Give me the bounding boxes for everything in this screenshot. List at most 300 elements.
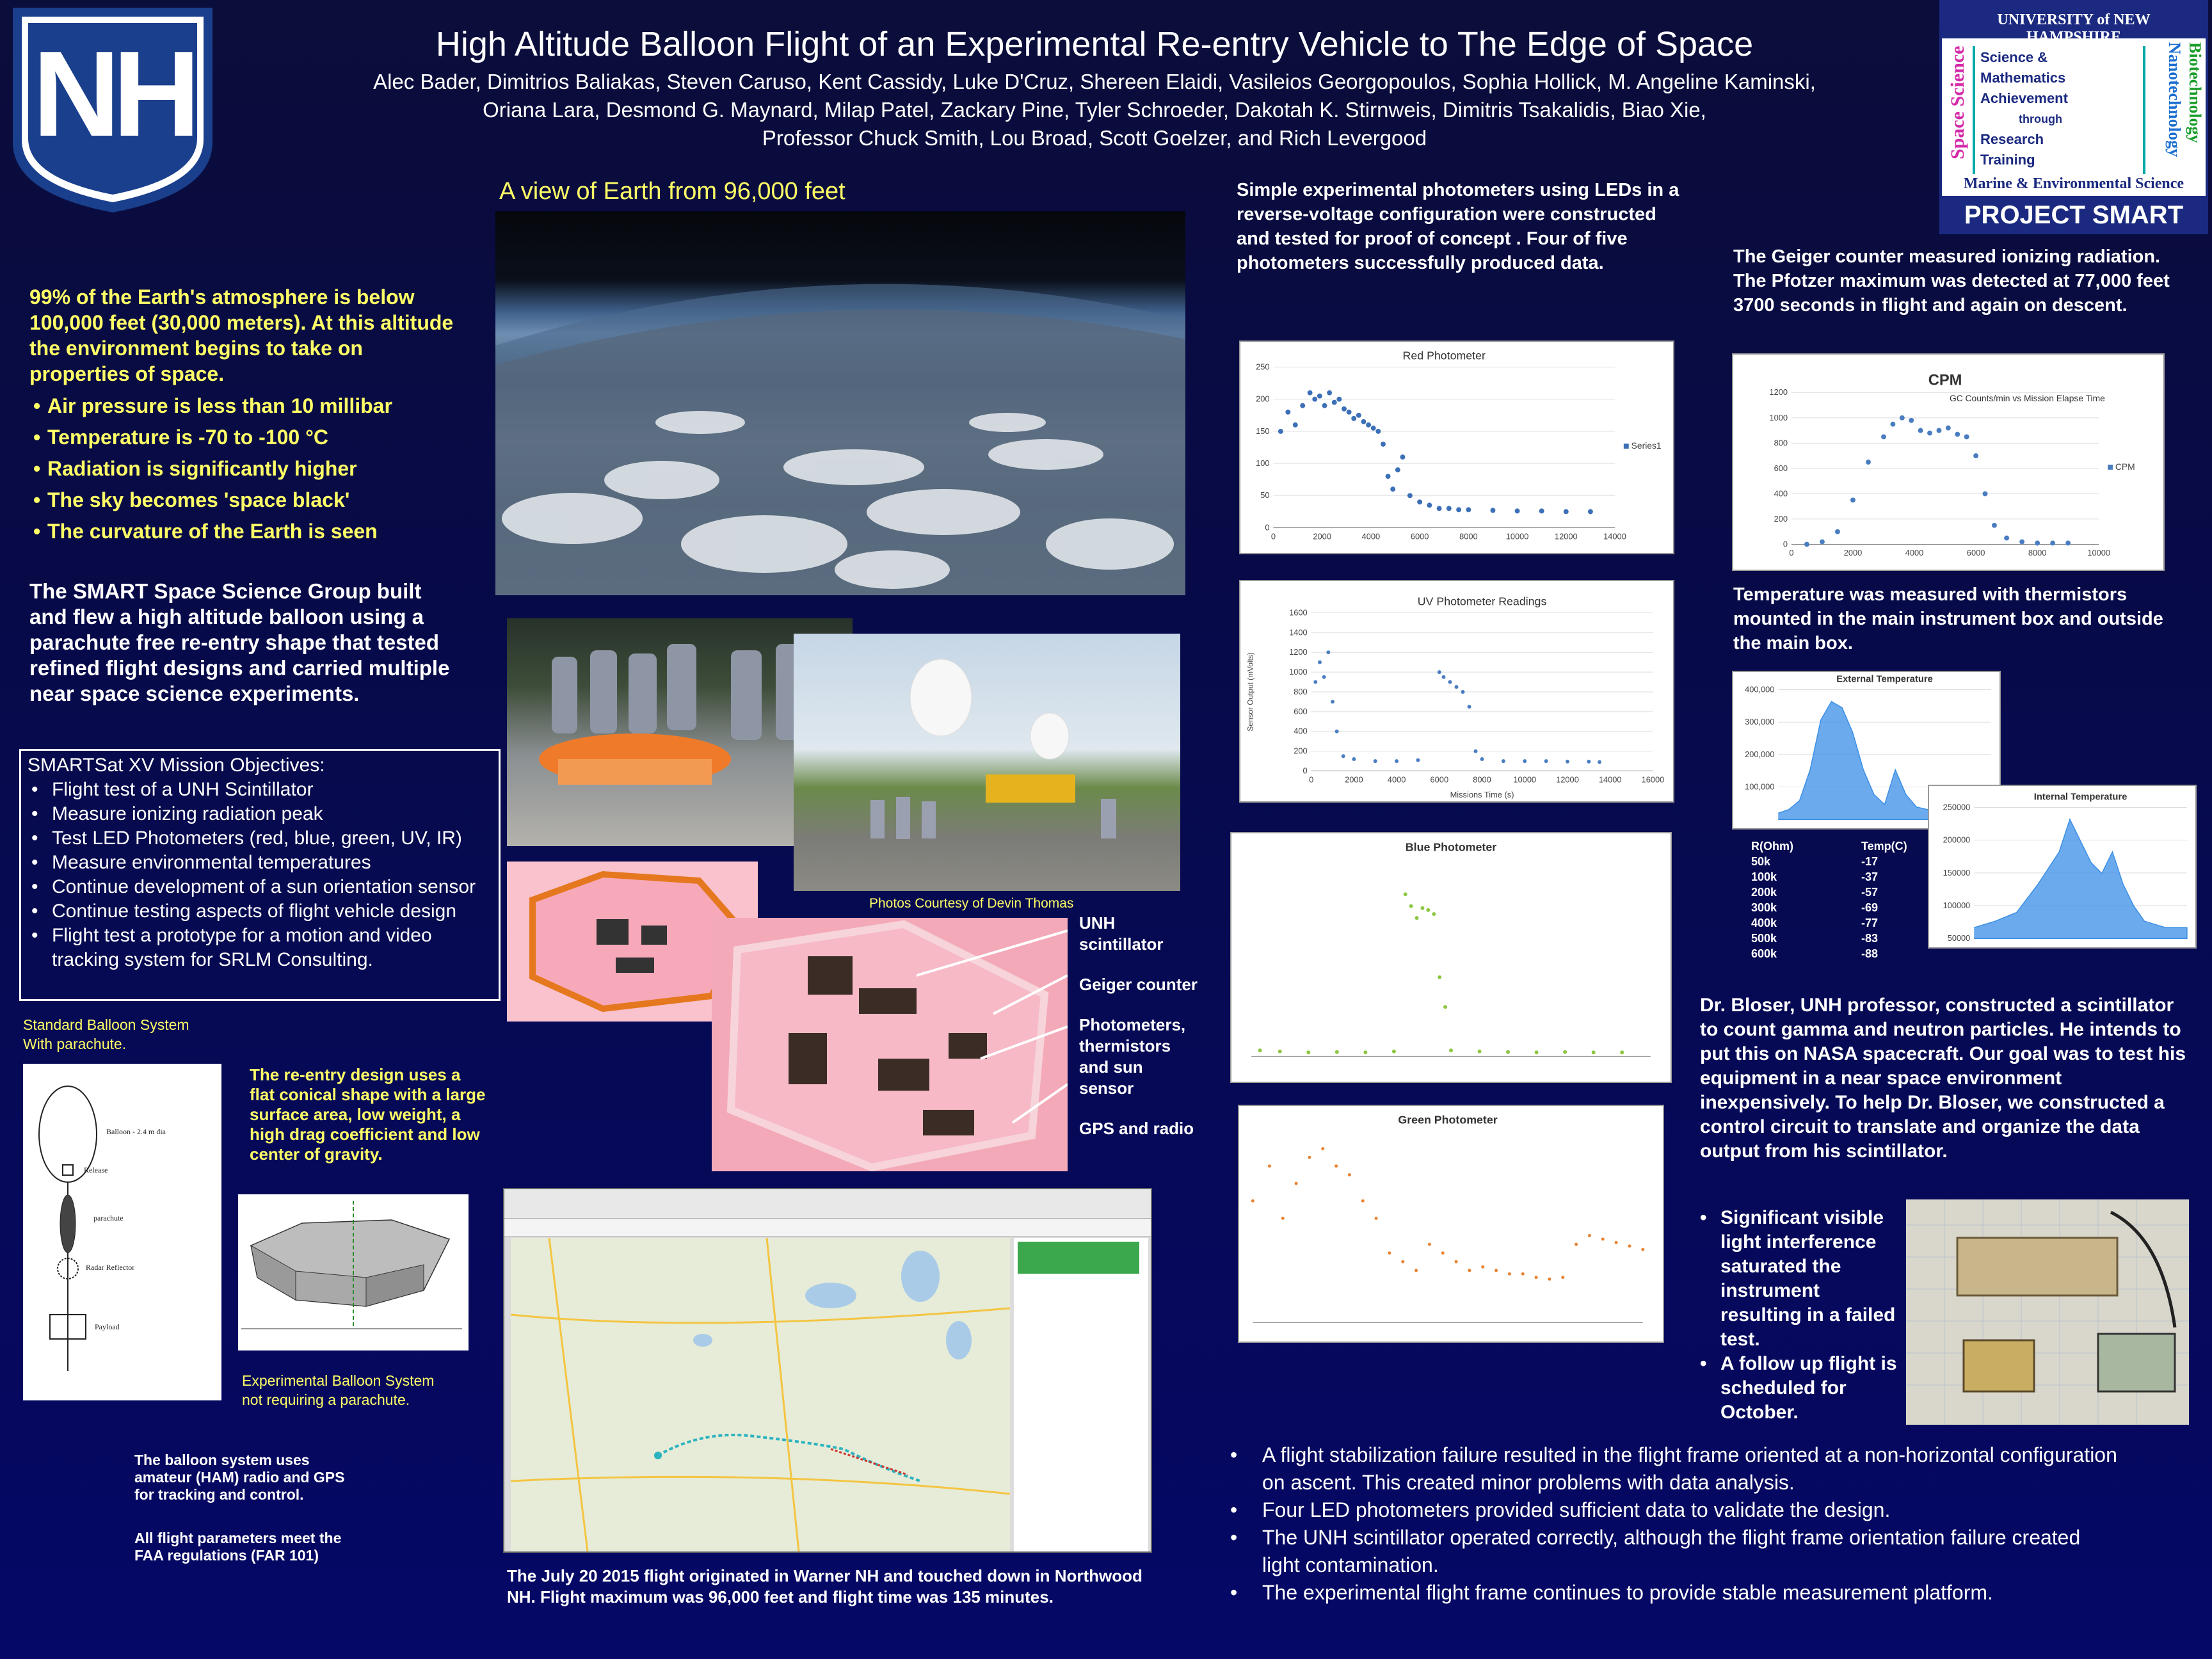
table-cell: 50k bbox=[1751, 855, 1771, 868]
data-point bbox=[1334, 1164, 1338, 1167]
data-point bbox=[1628, 1244, 1631, 1247]
data-point bbox=[1946, 426, 1951, 431]
balloon-label: Balloon - 2.4 m dia bbox=[106, 1127, 166, 1136]
data-point bbox=[2019, 540, 2024, 545]
data-point bbox=[1313, 680, 1317, 684]
y-tick-label: 150000 bbox=[1943, 867, 1971, 878]
table-header: R(Ohm) Temp(C) bbox=[1751, 840, 1907, 853]
biotechnology-label: Biotechnology bbox=[2186, 42, 2204, 143]
data-point bbox=[1363, 1050, 1367, 1054]
data-point bbox=[2050, 541, 2055, 546]
instrument-labels bbox=[1079, 913, 1201, 1139]
instruments-photo bbox=[712, 918, 1068, 1171]
green-photometer-plot bbox=[1239, 1106, 1663, 1342]
balloon-launch-photo bbox=[794, 634, 1180, 891]
marine-env-label: Marine & Environmental Science bbox=[1963, 175, 2184, 192]
mission-objectives-box bbox=[19, 749, 501, 1001]
legend-label: Series1 bbox=[1631, 440, 1662, 451]
table-row bbox=[1751, 931, 1956, 946]
x-tick-label: 6000 bbox=[1966, 548, 1985, 558]
ham-radio-text: The balloon system uses amateur (HAM) radio and GPS for tracking and control. bbox=[134, 1452, 345, 1503]
table-row bbox=[1751, 869, 1956, 885]
data-point bbox=[2004, 536, 2009, 541]
data-point bbox=[1449, 1048, 1453, 1052]
data-point bbox=[1308, 390, 1313, 396]
y-tick-label: 1200 bbox=[1769, 387, 1788, 397]
payload-label: Payload bbox=[95, 1322, 120, 1331]
data-point bbox=[1983, 491, 1988, 496]
nanotechnology-label: Nanotechnology bbox=[2165, 42, 2184, 157]
x-tick-label: 8000 bbox=[1459, 531, 1478, 541]
conclusion-item: • A flight stabilization failure resulted in the flight frame oriented at a non-horizontal configuration on ascent. This created minor problems with data analysis. bbox=[1226, 1441, 2122, 1496]
data-point bbox=[1468, 705, 1471, 709]
flight-map-screenshot bbox=[503, 1188, 1152, 1553]
scintillator-label: UNH scintillator bbox=[1079, 913, 1164, 954]
y-tick-label: 100,000 bbox=[1745, 781, 1775, 792]
chart-title: Blue Photometer bbox=[1405, 840, 1497, 854]
y-tick-label: 400 bbox=[1774, 488, 1788, 499]
objective-item: • Continue development of a sun orientation sensor bbox=[28, 875, 492, 899]
data-point bbox=[1321, 1147, 1324, 1150]
data-point bbox=[1386, 474, 1391, 479]
instrument-board-image bbox=[712, 918, 1068, 1171]
gps-label: GPS and radio bbox=[1079, 1119, 1194, 1138]
x-tick-label: 6000 bbox=[1410, 531, 1429, 541]
table-row bbox=[1751, 854, 1956, 869]
data-point bbox=[1268, 1164, 1271, 1167]
red-photometer-plot bbox=[1240, 342, 1673, 553]
data-point bbox=[1420, 906, 1424, 910]
data-point bbox=[1866, 460, 1871, 465]
data-point bbox=[1285, 410, 1290, 415]
y-tick-label: 1000 bbox=[1769, 412, 1788, 422]
photometer-intro: Simple experimental photometers using LEDs in a reverse-voltage configuration were constructed and tested for proof of concept . Four of five photometers successfully produced data. bbox=[1237, 180, 1679, 273]
data-point bbox=[1890, 422, 1895, 427]
space-science-label: Space Science bbox=[1947, 45, 1968, 159]
data-point bbox=[1521, 1272, 1525, 1276]
x-tick-label: 8000 bbox=[2028, 548, 2047, 558]
data-point bbox=[1641, 1248, 1644, 1251]
circuit-board-image bbox=[1906, 1199, 2189, 1425]
table-row bbox=[1751, 900, 1956, 915]
data-point bbox=[1361, 1199, 1365, 1203]
data-point bbox=[1427, 502, 1432, 508]
data-point bbox=[2065, 541, 2071, 546]
scintillator-circuit-photo bbox=[1906, 1199, 2189, 1425]
data-point bbox=[1442, 675, 1446, 679]
table-cell: -77 bbox=[1861, 917, 1879, 929]
data-point bbox=[1395, 759, 1399, 763]
atmosphere-bullet: • The curvature of the Earth is seen bbox=[29, 516, 465, 547]
atmosphere-bullet: • Radiation is significantly higher bbox=[29, 453, 465, 485]
photo-credit: Photos Courtesy of Devin Thomas bbox=[869, 896, 1074, 911]
chart-title: Internal Temperature bbox=[2033, 792, 2128, 803]
x-tick-label: 14000 bbox=[1603, 531, 1626, 541]
y-tick-label: 200 bbox=[1774, 513, 1788, 524]
data-point bbox=[1281, 1217, 1285, 1220]
data-point bbox=[1404, 892, 1407, 896]
x-tick-label: 12000 bbox=[1556, 774, 1579, 785]
project-smart-label: PROJECT SMART bbox=[1964, 201, 2184, 229]
data-point bbox=[1588, 509, 1593, 514]
data-point bbox=[1409, 904, 1413, 908]
x-tick-label: 8000 bbox=[1473, 774, 1491, 785]
standard-balloon-caption: Standard Balloon System With parachute. bbox=[23, 1016, 189, 1052]
x-tick-label: 0 bbox=[1789, 548, 1794, 558]
data-point bbox=[1456, 507, 1461, 512]
project-smart-logo bbox=[1939, 0, 2208, 234]
table-cell: -88 bbox=[1861, 947, 1879, 960]
y-tick-label: 250 bbox=[1256, 362, 1270, 372]
release-label: Release bbox=[84, 1166, 108, 1174]
objective-item: • Measure ionizing radiation peak bbox=[28, 802, 492, 826]
data-point bbox=[1318, 661, 1322, 664]
poster-title: High Altitude Balloon Flight of an Experimental Re-entry Vehicle to The Edge of Space bbox=[435, 25, 1754, 63]
data-point bbox=[1361, 419, 1366, 424]
data-point bbox=[1251, 1199, 1254, 1203]
data-point bbox=[1300, 403, 1305, 408]
data-point bbox=[1426, 908, 1430, 912]
y-tick-label: 0 bbox=[1783, 539, 1788, 549]
chart-title: Red Photometer bbox=[1402, 349, 1486, 362]
data-point bbox=[1347, 410, 1352, 415]
x-tick-label: 2000 bbox=[1843, 548, 1863, 558]
balloon-system-drawing bbox=[23, 1064, 221, 1400]
unh-shield-icon bbox=[13, 8, 212, 212]
author-list bbox=[243, 68, 1946, 152]
y-tick-label: 1400 bbox=[1289, 627, 1308, 637]
data-point bbox=[1502, 759, 1505, 763]
conclusions-list bbox=[1226, 1441, 2122, 1607]
data-point bbox=[1601, 1237, 1605, 1240]
data-point bbox=[1506, 1050, 1510, 1054]
objective-item: • Continue testing aspects of flight vehicle design bbox=[28, 899, 492, 924]
data-point bbox=[1973, 453, 1978, 458]
data-point bbox=[1881, 435, 1886, 440]
data-point bbox=[1295, 1182, 1298, 1185]
conical-shape-drawing bbox=[238, 1194, 469, 1350]
y-tick-label: 1600 bbox=[1289, 607, 1308, 618]
table-cell: 600k bbox=[1751, 947, 1777, 960]
internal-temperature-plot bbox=[1929, 786, 2195, 947]
x-tick-label: 0 bbox=[1270, 531, 1276, 541]
data-point bbox=[1448, 680, 1452, 684]
logo-letters: NH bbox=[32, 26, 193, 162]
data-point bbox=[1481, 1265, 1484, 1269]
data-point bbox=[1308, 1156, 1311, 1159]
data-point bbox=[1474, 749, 1478, 753]
objective-item: • Test LED Photometers (red, blue, green, UV, IR) bbox=[28, 826, 492, 851]
table-row bbox=[1751, 946, 1956, 961]
chart-subtitle: GC Counts/min vs Mission Elapse Time bbox=[1949, 393, 2105, 404]
chart-title: External Temperature bbox=[1836, 674, 1933, 685]
data-point bbox=[1909, 418, 1914, 423]
data-point bbox=[1400, 454, 1406, 460]
x-tick-label: 10000 bbox=[1513, 774, 1537, 785]
unh-logo bbox=[13, 8, 212, 212]
data-point bbox=[1587, 760, 1591, 764]
data-point bbox=[1820, 540, 1825, 545]
data-point bbox=[1374, 759, 1377, 763]
y-tick-label: 600 bbox=[1294, 706, 1308, 716]
data-point bbox=[1964, 435, 1969, 440]
data-point bbox=[1438, 670, 1441, 674]
atmosphere-bullet: • Air pressure is less than 10 millibar bbox=[29, 390, 465, 422]
data-point bbox=[1417, 499, 1422, 504]
y-tick-label: 300,000 bbox=[1745, 717, 1775, 727]
uv-photometer-chart bbox=[1239, 580, 1674, 803]
data-point bbox=[1592, 1050, 1596, 1054]
y-tick-label: 800 bbox=[1294, 686, 1308, 696]
data-point bbox=[1407, 493, 1413, 498]
data-point bbox=[1615, 1241, 1618, 1244]
x-tick-label: 4000 bbox=[1361, 531, 1381, 541]
author-line: Oriana Lara, Desmond G. Maynard, Milap Patel, Zackary Pine, Tyler Schroeder, Dakotah K. Stirnweis, Dimitris Tsakalidis, Biao Xie, bbox=[483, 98, 1706, 122]
data-point bbox=[1535, 1050, 1539, 1054]
y-tick-label: 50 bbox=[1260, 490, 1270, 501]
data-point bbox=[1992, 523, 1997, 528]
data-point bbox=[1366, 422, 1371, 428]
chart-title: UV Photometer Readings bbox=[1417, 595, 1547, 608]
atmosphere-intro: 99% of the Earth's atmosphere is below 100,000 feet (30,000 meters). At this altitude the environment begins to take on properties of space. bbox=[29, 285, 454, 385]
table-cell: 200k bbox=[1751, 886, 1777, 899]
x-tick-label: 6000 bbox=[1430, 774, 1449, 785]
data-point bbox=[1480, 757, 1484, 761]
atmosphere-bullet: • Temperature is -70 to -100 °C bbox=[29, 422, 465, 453]
conclusion-item: • The UNH scintillator operated correctly, although the flight frame orientation failure created light contamination. bbox=[1226, 1524, 2122, 1579]
data-point bbox=[1564, 509, 1569, 514]
data-point bbox=[1561, 1276, 1564, 1279]
legend-marker bbox=[1624, 444, 1629, 449]
data-point bbox=[1438, 975, 1441, 979]
red-photometer-chart bbox=[1239, 341, 1674, 554]
reentry-shape-diagram bbox=[238, 1194, 469, 1350]
data-point bbox=[1515, 508, 1520, 513]
y-tick-label: 0 bbox=[1265, 522, 1270, 533]
cpm-plot bbox=[1733, 355, 2163, 570]
data-point bbox=[1850, 497, 1855, 502]
x-axis-label: Missions Time (s) bbox=[1450, 790, 1514, 800]
data-point bbox=[1835, 529, 1840, 534]
data-point bbox=[1335, 1050, 1339, 1054]
y-tick-label: 1000 bbox=[1289, 667, 1308, 677]
data-point bbox=[1327, 390, 1332, 396]
y-tick-label: 0 bbox=[1302, 765, 1308, 776]
table-cell: -17 bbox=[1861, 855, 1879, 868]
atmosphere-section bbox=[29, 284, 465, 547]
data-point bbox=[1342, 754, 1345, 758]
blue-photometer-chart bbox=[1230, 832, 1672, 1083]
chart-title: Green Photometer bbox=[1398, 1113, 1498, 1126]
author-line: Professor Chuck Smith, Lou Broad, Scott Goelzer, and Rich Levergood bbox=[762, 126, 1427, 150]
data-point bbox=[1437, 506, 1442, 511]
test-bullet: • A follow up flight is scheduled for October. bbox=[1696, 1352, 1905, 1425]
y-tick-label: 400,000 bbox=[1745, 684, 1775, 694]
y-tick-label: 150 bbox=[1256, 426, 1270, 436]
objectives-title: SMARTSat XV Mission Objectives: bbox=[28, 755, 325, 776]
data-point bbox=[1306, 1050, 1310, 1054]
data-point bbox=[1563, 1050, 1567, 1054]
smart-acronym: Science & Mathematics Achievement through Research Training bbox=[1980, 49, 2068, 168]
data-point bbox=[1508, 1272, 1511, 1276]
photometers-label: Photometers, thermistors and sun sensor bbox=[1079, 1015, 1186, 1098]
table-row bbox=[1751, 915, 1956, 931]
data-point bbox=[1466, 507, 1471, 512]
table-cell: -57 bbox=[1861, 886, 1879, 899]
x-tick-label: 0 bbox=[1309, 774, 1314, 785]
data-point bbox=[1575, 1243, 1578, 1246]
data-point bbox=[1523, 759, 1527, 763]
table-cell: 100k bbox=[1751, 870, 1777, 883]
x-tick-label: 10000 bbox=[1505, 531, 1529, 541]
green-photometer-chart bbox=[1238, 1105, 1664, 1343]
objective-item: • Flight test of a UNH Scintillator bbox=[28, 778, 492, 802]
data-point bbox=[1342, 406, 1347, 412]
table-cell: -37 bbox=[1861, 870, 1879, 883]
data-point bbox=[1356, 413, 1361, 418]
data-point bbox=[1900, 415, 1905, 421]
data-point bbox=[1544, 759, 1548, 763]
group-description: The SMART Space Science Group built and flew a high altitude balloon using a parachute free re-entry shape that tested refined flight designs and carried multiple near space science experiments. bbox=[29, 579, 450, 705]
chart-title: CPM bbox=[1928, 372, 1962, 389]
data-point bbox=[1455, 685, 1459, 689]
university-name: UNIVERSITY of NEW HAMPSHIRE bbox=[1997, 12, 2151, 45]
standard-balloon-diagram bbox=[23, 1064, 221, 1400]
data-point bbox=[1447, 506, 1452, 511]
test-bullet: • Significant visible light interference saturated the instrument resulting in a failed test. bbox=[1696, 1206, 1905, 1352]
table-row bbox=[1751, 885, 1956, 900]
atmosphere-bullet: • The sky becomes 'space black' bbox=[29, 485, 465, 516]
data-point bbox=[1927, 431, 1932, 436]
data-point bbox=[1955, 432, 1960, 437]
data-point bbox=[1432, 912, 1436, 916]
earth-view-caption: A view of Earth from 96,000 feet bbox=[499, 178, 846, 205]
data-point bbox=[1918, 428, 1923, 433]
uv-photometer-plot bbox=[1240, 581, 1673, 801]
data-point bbox=[1322, 403, 1327, 408]
table-cell: -69 bbox=[1861, 901, 1879, 914]
earth-photo bbox=[495, 211, 1185, 595]
x-tick-label: 12000 bbox=[1554, 531, 1578, 541]
data-point bbox=[1392, 1050, 1396, 1054]
data-point bbox=[1335, 730, 1339, 733]
x-tick-label: 2000 bbox=[1313, 531, 1331, 541]
table-cell: 500k bbox=[1751, 932, 1777, 945]
data-point bbox=[1441, 1251, 1445, 1254]
data-point bbox=[1443, 1005, 1447, 1009]
flight-summary-text: The July 20 2015 flight originated in Warner NH and touched down in Northwood NH. Flight maximum was 96,000 feet and flight time was 135 minutes. bbox=[507, 1566, 1142, 1607]
data-point bbox=[1293, 422, 1298, 428]
conclusion-item: • Four LED photometers provided sufficient data to validate the design. bbox=[1226, 1496, 2122, 1524]
data-point bbox=[1588, 1234, 1591, 1237]
data-point bbox=[1478, 1050, 1482, 1054]
objective-item: • Measure environmental temperatures bbox=[28, 851, 492, 875]
y-tick-label: 200,000 bbox=[1745, 749, 1775, 759]
data-point bbox=[1620, 1050, 1624, 1054]
bloser-text: Dr. Bloser, UNH professor, constructed a scintillator to count gamma and neutron particles. He intends to put this on NASA spacecraft. Our goal was to test his equipment in a near space environment inexpensively. To help Dr. Bloser, we constructed a control circuit to translate and organize the data output from his scintillator. bbox=[1700, 995, 2186, 1162]
x-tick-label: 14000 bbox=[1598, 774, 1622, 785]
balloons-field-image bbox=[794, 634, 1180, 891]
y-tick-label: 1200 bbox=[1289, 647, 1308, 657]
faa-text: All flight parameters meet the FAA regulations (FAR 101) bbox=[134, 1530, 342, 1564]
data-point bbox=[1278, 1050, 1282, 1054]
experimental-balloon-caption: Experimental Balloon System not requiring a parachute. bbox=[242, 1372, 435, 1408]
reentry-design-text: The re-entry design uses a flat conical shape with a large surface area, low weight, a high drag coefficient and low center of gravity. bbox=[250, 1065, 486, 1164]
data-point bbox=[1371, 426, 1376, 431]
data-point bbox=[1332, 400, 1337, 405]
scintillator-test-bullets bbox=[1696, 1206, 1905, 1425]
blue-photometer-plot bbox=[1231, 833, 1671, 1082]
data-point bbox=[1548, 1278, 1551, 1281]
x-tick-label: 10000 bbox=[2087, 548, 2111, 558]
data-point bbox=[1401, 1260, 1404, 1263]
data-point bbox=[1415, 1269, 1418, 1272]
data-point bbox=[1258, 1048, 1262, 1052]
data-point bbox=[1388, 1251, 1391, 1254]
data-point bbox=[1461, 690, 1465, 694]
internal-temperature-chart bbox=[1928, 785, 2197, 949]
table-cell: -83 bbox=[1861, 932, 1879, 945]
data-point bbox=[1278, 429, 1283, 434]
x-tick-label: 16000 bbox=[1641, 774, 1665, 785]
data-point bbox=[1375, 429, 1381, 434]
data-point bbox=[1390, 486, 1395, 492]
y-tick-label: 50000 bbox=[1947, 933, 1971, 943]
data-point bbox=[1428, 1243, 1431, 1246]
data-point bbox=[1415, 916, 1419, 920]
data-point bbox=[1937, 428, 1942, 433]
author-line: Alec Bader, Dimitrios Baliakas, Steven Caruso, Kent Cassidy, Luke D'Cruz, Shereen Elaidi, Vasileios Georgopoulos, Sophia Hollick, M. Angeline Kaminski, bbox=[373, 70, 1816, 93]
data-point bbox=[1495, 1269, 1498, 1272]
map-route-image bbox=[511, 1238, 1010, 1551]
x-tick-label: 4000 bbox=[1387, 774, 1406, 785]
geiger-counter-text: The Geiger counter measured ionizing radiation. The Pfotzer maximum was detected at 77,000 feet 3700 seconds in flight and again on descent. bbox=[1733, 246, 2170, 316]
data-point bbox=[1336, 397, 1342, 402]
data-point bbox=[1455, 1260, 1458, 1263]
data-point bbox=[1312, 397, 1317, 402]
conclusion-item: • The experimental flight frame continues to provide stable measurement platform. bbox=[1226, 1579, 2122, 1607]
data-point bbox=[2035, 541, 2040, 546]
geiger-label: Geiger counter bbox=[1079, 975, 1198, 994]
y-tick-label: 200000 bbox=[1943, 835, 1971, 845]
data-point bbox=[1381, 442, 1386, 447]
thermistor-table bbox=[1751, 838, 1956, 961]
x-tick-label: 2000 bbox=[1345, 774, 1363, 785]
data-point bbox=[1352, 757, 1356, 761]
x-tick-label: 4000 bbox=[1905, 548, 1924, 558]
y-tick-label: 800 bbox=[1774, 438, 1788, 448]
y-tick-label: 200 bbox=[1294, 746, 1308, 756]
y-tick-label: 250000 bbox=[1943, 802, 1971, 812]
series-area bbox=[1974, 819, 2187, 938]
data-point bbox=[1317, 394, 1322, 399]
y-axis-label: Sensor Output (mVolts) bbox=[1246, 652, 1255, 732]
y-tick-label: 400 bbox=[1294, 726, 1308, 736]
y-tick-label: 100000 bbox=[1943, 900, 1971, 910]
parachute-label: parachute bbox=[93, 1214, 124, 1222]
earth-horizon-image bbox=[495, 211, 1185, 595]
legend-label: CPM bbox=[2115, 461, 2135, 472]
temperature-text: Temperature was measured with thermistors mounted in the main instrument box and outside the main box. bbox=[1733, 584, 2163, 653]
legend-marker bbox=[2108, 465, 2113, 470]
table-cell: 300k bbox=[1751, 901, 1777, 914]
data-point bbox=[1375, 1217, 1378, 1220]
data-point bbox=[1598, 760, 1601, 764]
data-point bbox=[1326, 650, 1330, 654]
objective-item: • Flight test a prototype for a motion and video tracking system for SRLM Consulting. bbox=[28, 924, 492, 972]
data-point bbox=[1331, 700, 1334, 703]
y-tick-label: 100 bbox=[1256, 458, 1270, 469]
